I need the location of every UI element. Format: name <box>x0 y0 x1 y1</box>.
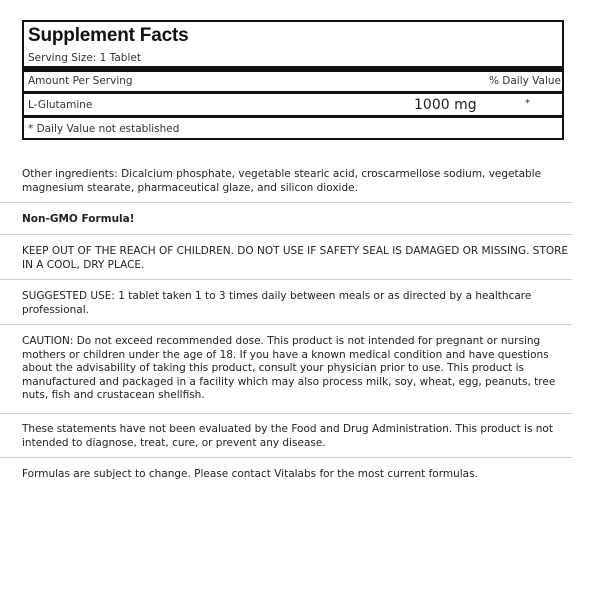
medium-rule <box>24 115 562 118</box>
daily-value-footnote: * Daily Value not established <box>28 123 180 135</box>
serving-size: Serving Size: 1 Tablet <box>28 52 141 64</box>
amount-per-serving-label: Amount Per Serving <box>28 75 133 87</box>
caution-statement: CAUTION: Do not exceed recommended dose. This product is not intended for pregnant or nursing mothers or children under the age of 18. If you have a known medical condition and have questions about the advisability of taking this product, consult your physician prior to use. This product is manufactured and packaged in a facility which may also process milk, soy, wheat, egg, peanuts, tree nuts, fish and crustacean shellfish. <box>22 335 556 401</box>
supplement-facts-title: Supplement Facts <box>28 25 189 46</box>
suggested-use: SUGGESTED USE: 1 tablet taken 1 to 3 times daily between meals or as directed by a healthcare professional. <box>22 290 532 316</box>
section-divider <box>0 279 572 280</box>
section-divider <box>0 234 572 235</box>
section-divider <box>0 413 572 414</box>
section-divider <box>0 324 572 325</box>
fda-disclaimer: These statements have not been evaluated by the Food and Drug Administration. This product is not intended to diagnose, treat, cure, or prevent any disease. <box>22 423 553 449</box>
ingredient-name: L-Glutamine <box>28 99 93 111</box>
safety-warning: KEEP OUT OF THE REACH OF CHILDREN. DO NOT USE IF SAFETY SEAL IS DAMAGED OR MISSING. STORE IN A COOL, DRY PLACE. <box>22 245 569 271</box>
supplement-facts-panel <box>22 20 564 140</box>
other-ingredients: Other ingredients: Dicalcium phosphate, vegetable stearic acid, croscarmellose sodium, vegetable magnesium stearate, pharmaceutical glaze, and silicon dioxide. <box>22 168 542 194</box>
section-divider <box>0 202 572 203</box>
daily-value-header: % Daily Value <box>488 75 561 87</box>
section-divider <box>0 457 572 458</box>
formulas-note: Formulas are subject to change. Please contact Vitalabs for the most current formulas. <box>22 468 478 480</box>
thick-rule <box>24 66 562 72</box>
non-gmo-statement: Non-GMO Formula! <box>22 213 135 225</box>
medium-rule <box>24 91 562 94</box>
ingredient-amount: 1000 mg <box>414 97 477 113</box>
ingredient-daily-value: * <box>525 98 530 109</box>
